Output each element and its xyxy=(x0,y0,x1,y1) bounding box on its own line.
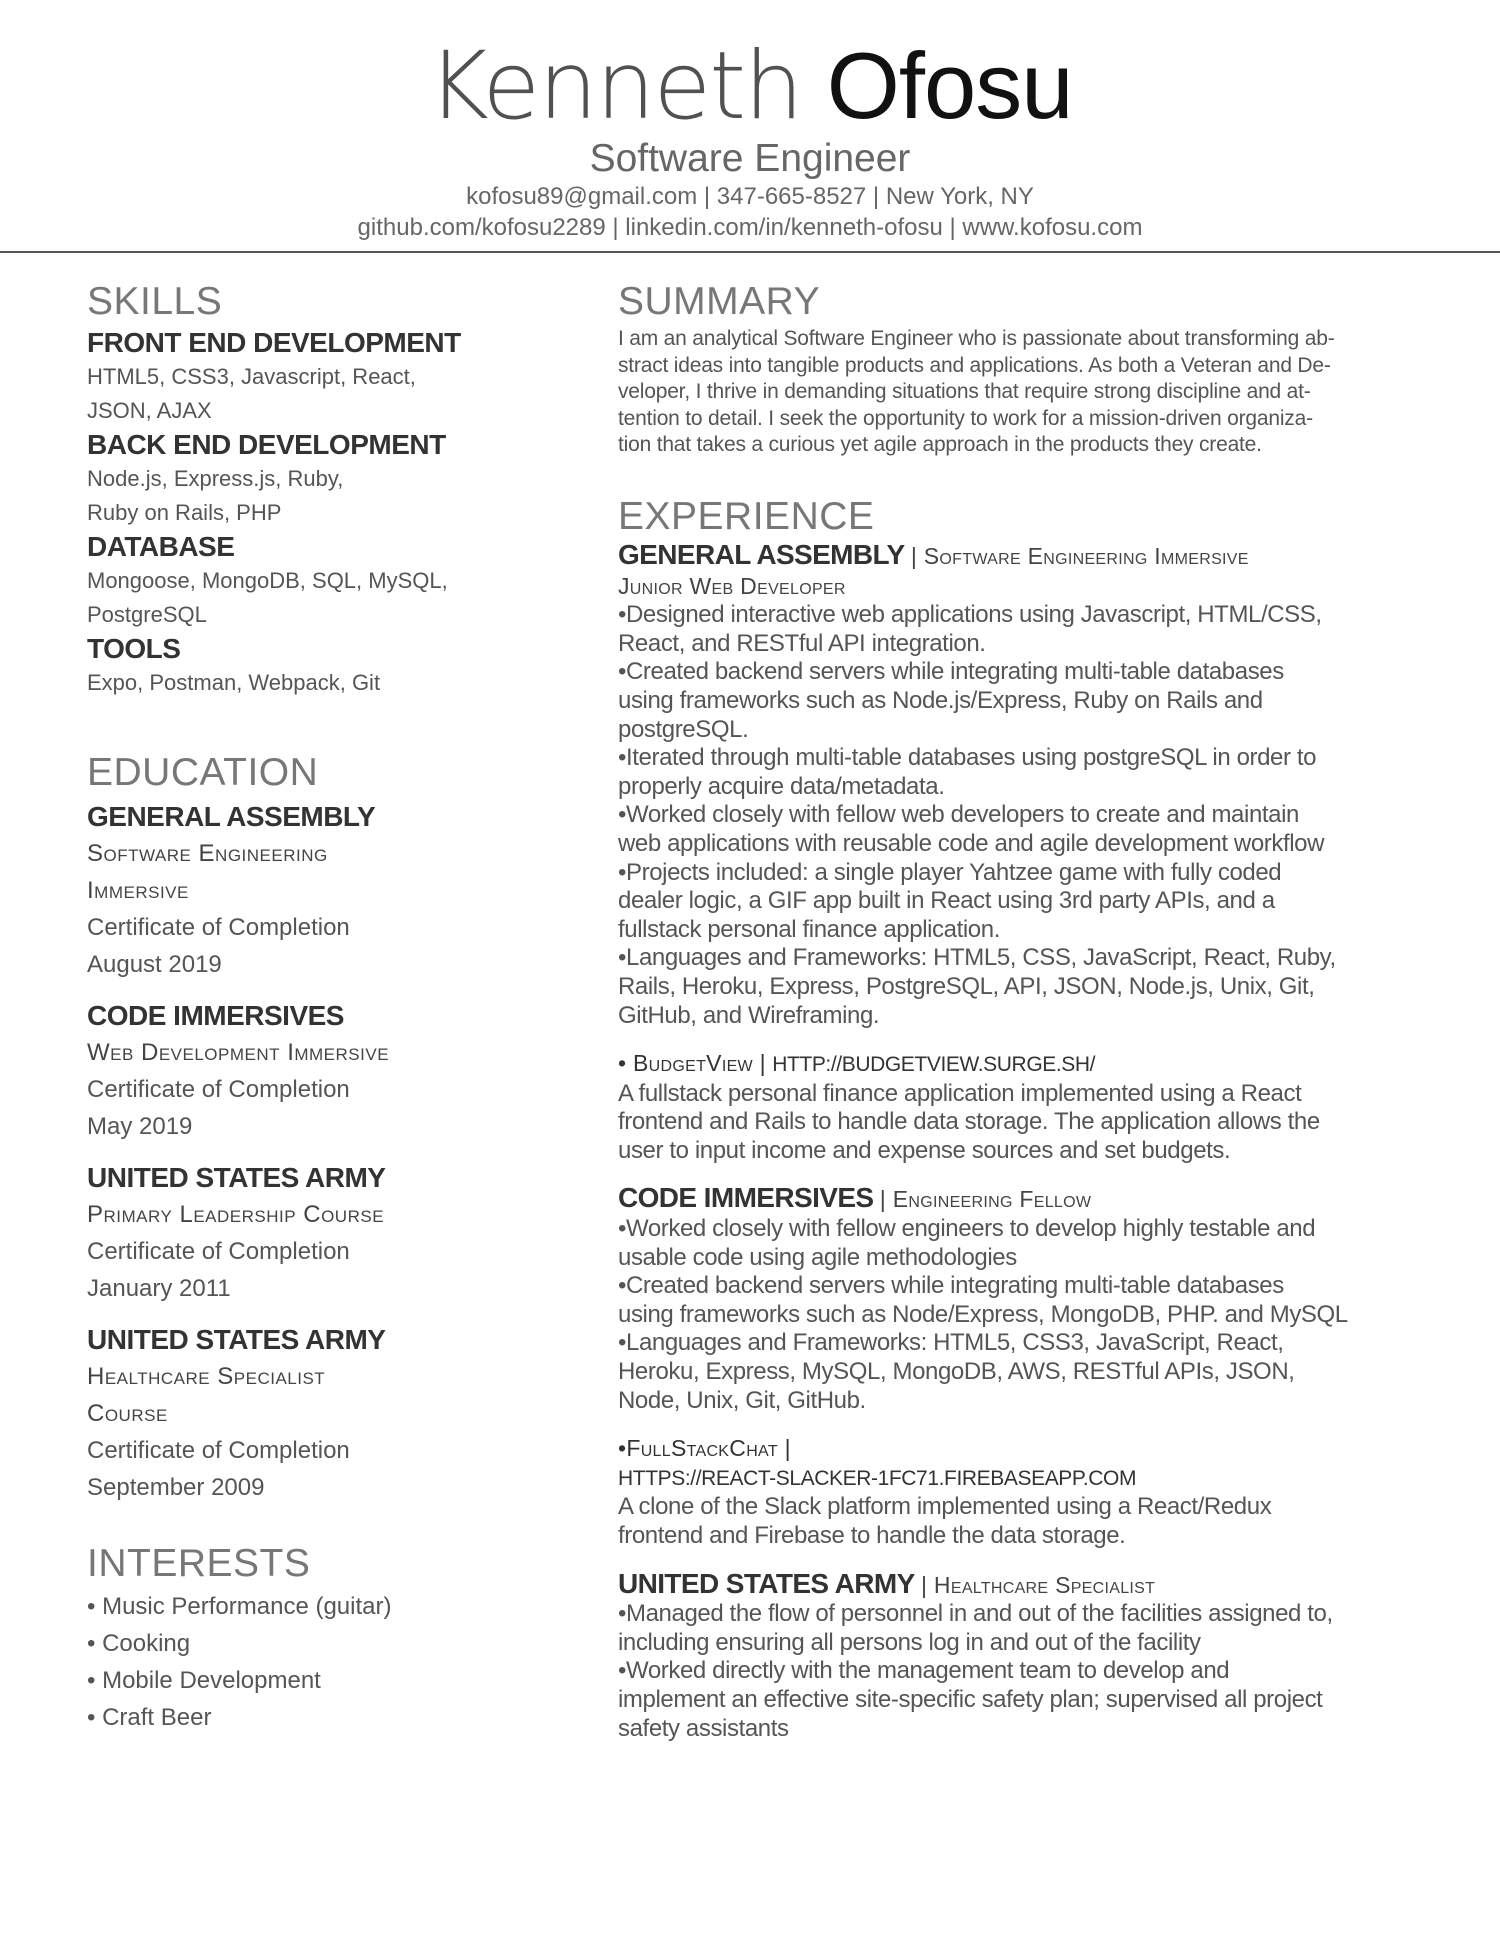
candidate-name xyxy=(0,30,1500,143)
skill-list-line: PostgreSQL xyxy=(87,602,207,627)
spacer xyxy=(618,1030,1478,1049)
job-bullet-line: •Languages and Frameworks: HTML5, CSS3, JavaScript, React, xyxy=(618,1329,1284,1357)
summary-line: tention to detail. I seek the opportunity to work for a mission-driven organiza- xyxy=(618,406,1313,430)
skill-list-line: HTML5, CSS3, Javascript, React, xyxy=(87,364,416,389)
skill-list-line: Expo, Postman, Webpack, Git xyxy=(87,670,381,695)
experience-list xyxy=(618,541,1478,1743)
job-bullet-line: •Iterated through multi-table databases using postgreSQL in order to xyxy=(618,744,1317,772)
spacer xyxy=(618,1415,1478,1434)
experience-entry xyxy=(618,1165,1478,1550)
job-bullet-line: using frameworks such as Node.js/Express, Ruby on Rails and xyxy=(618,686,1263,714)
links-line: github.com/kofosu2289 | linkedin.com/in/kenneth-ofosu | www.kofosu.com xyxy=(357,214,1143,241)
job-bullet-line: •Worked closely with fellow engineers to develop highly testable and xyxy=(618,1215,1316,1243)
job-bullet-line: Heroku, Express, MySQL, MongoDB, AWS, RESTful APIs, JSON, xyxy=(618,1358,1295,1386)
experience-heading: EXPERIENCE xyxy=(618,495,875,538)
summary-line: stract ideas into tangible products and applications. As both a Veteran and De- xyxy=(618,353,1331,377)
interests-heading: INTERESTS xyxy=(87,1542,311,1585)
project-name: •FullStackChat | xyxy=(618,1435,791,1462)
interest-item: • Music Performance (guitar) xyxy=(87,1593,392,1620)
job-header xyxy=(618,541,1478,572)
job-bullet-line: •Worked directly with the management team to develop and xyxy=(618,1657,1230,1685)
interest-item: • Mobile Development xyxy=(87,1667,321,1694)
job-bullet-line: safety assistants xyxy=(618,1714,789,1742)
skill-category-name: BACK END DEVELOPMENT xyxy=(87,429,446,460)
experience-section xyxy=(618,493,1478,1743)
completion-date: August 2019 xyxy=(87,951,222,978)
skill-list-line: Ruby on Rails, PHP xyxy=(87,500,282,525)
header-divider xyxy=(0,251,1500,253)
left-column xyxy=(87,278,587,700)
completion-date: September 2009 xyxy=(87,1474,265,1501)
job-bullet-line: usable code using agile methodologies xyxy=(618,1243,1017,1271)
education-entry xyxy=(87,798,587,983)
summary-text xyxy=(618,326,1478,459)
summary-line: I am an analytical Software Engineer who is passionate about transforming ab- xyxy=(618,327,1335,350)
project-header xyxy=(618,1434,1478,1464)
interest-item: • Cooking xyxy=(87,1630,191,1657)
summary-heading: SUMMARY xyxy=(618,280,821,323)
job-bullet-line: properly acquire data/metadata. xyxy=(618,772,945,800)
job-role: | Healthcare Specialist xyxy=(920,1571,1156,1598)
job-bullet-line: •Managed the flow of personnel in and out of the facilities assigned to, xyxy=(618,1600,1333,1628)
certificate: Certificate of Completion xyxy=(87,1437,350,1464)
job-bullet-line: •Designed interactive web applications using Javascript, HTML/CSS, xyxy=(618,601,1322,629)
program-name: Healthcare Specialist xyxy=(87,1363,326,1390)
interests-list xyxy=(87,1588,587,1736)
certificate: Certificate of Completion xyxy=(87,1238,350,1265)
skill-list-line: Mongoose, MongoDB, SQL, MySQL, xyxy=(87,568,448,593)
job-bullet-line: web applications with reusable code and agile development workflow xyxy=(618,829,1325,857)
job-bullet-line: React, and RESTful API integration. xyxy=(618,629,986,657)
program-name: Software Engineering xyxy=(87,840,328,867)
job-bullet-line: fullstack personal finance application. xyxy=(618,915,1000,943)
project-url-line xyxy=(618,1464,1478,1494)
job-bullet-line: Node, Unix, Git, GitHub. xyxy=(618,1386,866,1414)
job-bullet-line: •Created backend servers while integrating multi-table databases xyxy=(618,1272,1284,1300)
resume-header xyxy=(0,30,1500,243)
last-name: Ofosu xyxy=(826,33,1073,138)
job-bullet-line: using frameworks such as Node/Express, MongoDB, PHP. and MySQL xyxy=(618,1300,1348,1328)
education-heading: EDUCATION xyxy=(87,751,319,794)
interest-item: • Craft Beer xyxy=(87,1704,212,1731)
school-name: CODE IMMERSIVES xyxy=(87,1000,344,1031)
job-bullet-line: •Projects included: a single player Yahtzee game with fully coded xyxy=(618,858,1282,886)
certificate: Certificate of Completion xyxy=(87,1076,350,1103)
job-bullet-line: •Languages and Frameworks: HTML5, CSS, JavaScript, React, Ruby, xyxy=(618,944,1336,972)
program-name: Primary Leadership Course xyxy=(87,1201,385,1228)
summary-line: tion that takes a curious yet agile approach in the products they create. xyxy=(618,433,1262,456)
contact-line: kofosu89@gmail.com | 347-665-8527 | New York, NY xyxy=(466,183,1034,210)
project-description-line: user to input income and expense sources and set budgets. xyxy=(618,1136,1231,1164)
school-name: GENERAL ASSEMBLY xyxy=(87,801,376,832)
education-entry xyxy=(87,997,587,1145)
program-name: Immersive xyxy=(87,877,189,904)
education-entry xyxy=(87,1159,587,1307)
job-role-secondary: Junior Web Developer xyxy=(618,572,846,599)
job-bullet-line: postgreSQL. xyxy=(618,715,749,743)
education-section xyxy=(87,749,587,1520)
skill-category-name: DATABASE xyxy=(87,531,235,562)
job-title: Software Engineer xyxy=(589,137,911,180)
completion-date: January 2011 xyxy=(87,1275,231,1302)
completion-date: May 2019 xyxy=(87,1113,193,1140)
program-name: Course xyxy=(87,1400,168,1427)
job-role: | Software Engineering Immersive xyxy=(910,543,1249,569)
job-role-line xyxy=(618,572,1478,602)
education-list xyxy=(87,798,587,1506)
job-bullet-line: implement an effective site-specific safety plan; supervised all project xyxy=(618,1685,1323,1713)
job-bullet-line: •Worked closely with fellow web developers to create and maintain xyxy=(618,801,1299,829)
summary-line: veloper, I thrive in demanding situations that require strong discipline and at- xyxy=(618,380,1311,403)
project-url[interactable]: HTTPS://REACT-SLACKER-1FC71.FIREBASEAPP.COM xyxy=(618,1466,1137,1490)
job-bullet-line: including ensuring all persons log in and out of the facility xyxy=(618,1628,1201,1656)
education-entry xyxy=(87,1321,587,1506)
project-description-line: frontend and Firebase to handle the data storage. xyxy=(618,1522,1126,1549)
skills-heading: SKILLS xyxy=(87,280,223,323)
summary-section xyxy=(618,278,1478,459)
project-url[interactable]: HTTP://BUDGETVIEW.SURGE.SH/ xyxy=(772,1053,1096,1077)
company-name: UNITED STATES ARMY xyxy=(618,1567,915,1599)
job-role: | Engineering Fellow xyxy=(879,1186,1092,1213)
skill-list-line: Node.js, Express.js, Ruby, xyxy=(87,466,344,491)
first-name: Kenneth xyxy=(427,32,802,141)
school-name: UNITED STATES ARMY xyxy=(87,1324,386,1355)
experience-entry xyxy=(618,541,1478,1165)
skill-list-line: JSON, AJAX xyxy=(87,398,212,423)
interests-section xyxy=(87,1540,587,1736)
skills-list xyxy=(87,326,587,700)
skill-category-name: TOOLS xyxy=(87,633,181,664)
job-bullet-line: GitHub, and Wireframing. xyxy=(618,1001,880,1029)
school-name: UNITED STATES ARMY xyxy=(87,1162,386,1193)
project-header xyxy=(618,1049,1478,1080)
certificate: Certificate of Completion xyxy=(87,914,350,941)
job-header xyxy=(618,1184,1478,1215)
experience-entry xyxy=(618,1551,1478,1744)
skill-category-name: FRONT END DEVELOPMENT xyxy=(87,327,461,358)
job-bullet-line: dealer logic, a GIF app built in React using 3rd party APIs, and a xyxy=(618,887,1275,915)
company-name: CODE IMMERSIVES xyxy=(618,1182,874,1214)
project-description-line: frontend and Rails to handle data storage. The application allows the xyxy=(618,1108,1320,1136)
job-bullet-line: Rails, Heroku, Express, PostgreSQL, API, JSON, Node.js, Unix, Git, xyxy=(618,972,1315,1000)
project-name: • BudgetView | xyxy=(618,1050,766,1077)
company-name: GENERAL ASSEMBLY xyxy=(618,539,905,570)
project-description-line: A clone of the Slack platform implemented using a React/Redux xyxy=(618,1493,1272,1521)
project-description-line: A fullstack personal finance application implemented using a React xyxy=(618,1079,1302,1107)
job-header xyxy=(618,1567,1478,1601)
job-bullet-line: •Created backend servers while integrating multi-table databases xyxy=(618,658,1284,686)
program-name: Web Development Immersive xyxy=(87,1039,390,1066)
